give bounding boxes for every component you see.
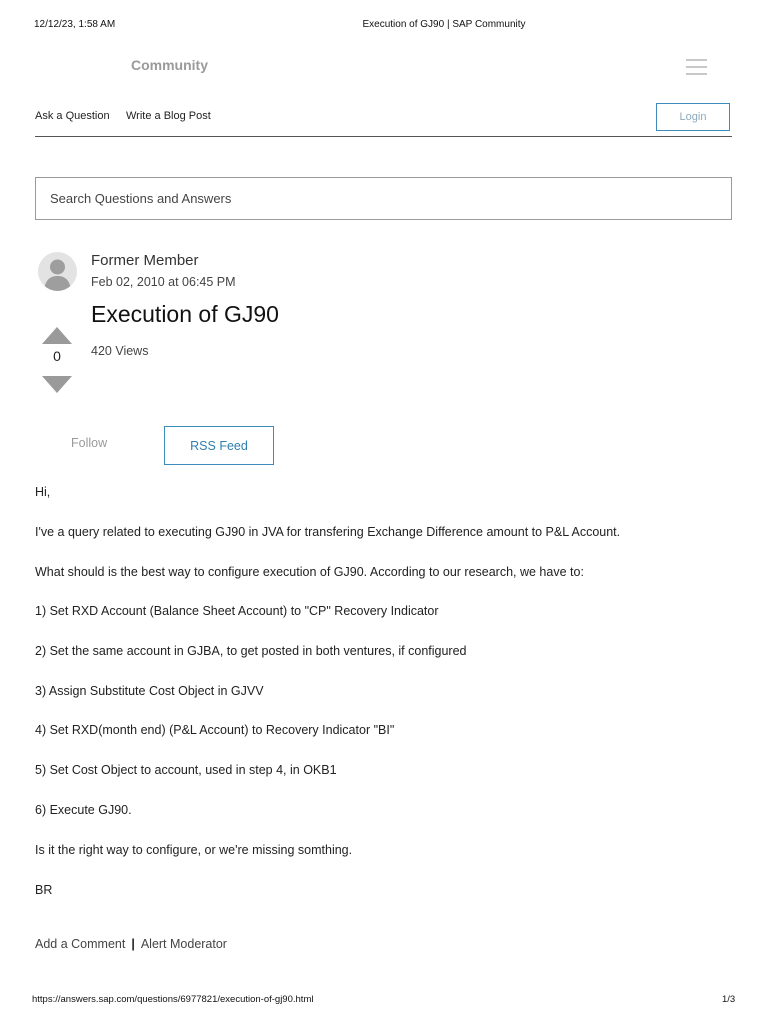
print-datetime: 12/12/23, 1:58 AM	[34, 19, 116, 30]
upvote-arrow-icon[interactable]	[42, 327, 72, 344]
question-actions	[35, 937, 227, 951]
login-button[interactable]: Login	[656, 103, 730, 131]
question-body-line: 4) Set RXD(month end) (P&L Account) to Recovery Indicator "BI"	[35, 723, 395, 737]
question-body-line: 1) Set RXD Account (Balance Sheet Account) to "CP" Recovery Indicator	[35, 604, 439, 618]
ask-question-link[interactable]: Ask a Question	[35, 110, 110, 122]
question-body-line: I've a query related to executing GJ90 in JVA for transfering Exchange Difference amount to P&L Account.	[35, 525, 621, 539]
search-placeholder: Search Questions and Answers	[50, 191, 232, 206]
alert-moderator-link[interactable]: Alert Moderator	[140, 937, 227, 951]
view-count: 420 Views	[91, 344, 149, 358]
question-body-line: BR	[35, 883, 53, 897]
question-title: Execution of GJ90	[91, 301, 279, 327]
follow-button[interactable]: Follow	[71, 436, 108, 450]
hamburger-menu-icon[interactable]	[686, 59, 707, 75]
question-body-line: 2) Set the same account in GJBA, to get posted in both ventures, if configured	[35, 644, 467, 658]
question-body-line: What should is the best way to configure execution of GJ90. According to our research, we have to:	[35, 565, 584, 579]
avatar	[38, 252, 77, 291]
user-silhouette-icon	[38, 252, 77, 291]
downvote-arrow-icon[interactable]	[42, 376, 72, 393]
vote-count: 0	[53, 348, 61, 364]
post-date: Feb 02, 2010 at 06:45 PM	[91, 275, 236, 289]
print-footer-url: https://answers.sap.com/questions/6977821/execution-of-gj90.html	[32, 994, 314, 1005]
rss-feed-button[interactable]: RSS Feed	[164, 426, 274, 465]
add-comment-link[interactable]: Add a Comment	[35, 937, 126, 951]
nav-divider	[35, 136, 732, 137]
community-logo[interactable]: Community	[131, 57, 208, 73]
question-body-line: Is it the right way to configure, or we're missing somthing.	[35, 843, 353, 857]
question-body-line: 5) Set Cost Object to account, used in step 4, in OKB1	[35, 763, 337, 777]
question-body-line: 3) Assign Substitute Cost Object in GJVV	[35, 684, 264, 698]
author-name[interactable]: Former Member	[91, 252, 199, 269]
question-body-line: Hi,	[35, 485, 51, 499]
actions-separator: |	[131, 937, 135, 951]
question-body-line: 6) Execute GJ90.	[35, 803, 132, 817]
print-page-number: 1/3	[722, 994, 736, 1005]
write-blog-post-link[interactable]: Write a Blog Post	[126, 110, 211, 122]
search-input[interactable]	[35, 177, 732, 220]
print-page-title: Execution of GJ90 | SAP Community	[362, 19, 526, 30]
